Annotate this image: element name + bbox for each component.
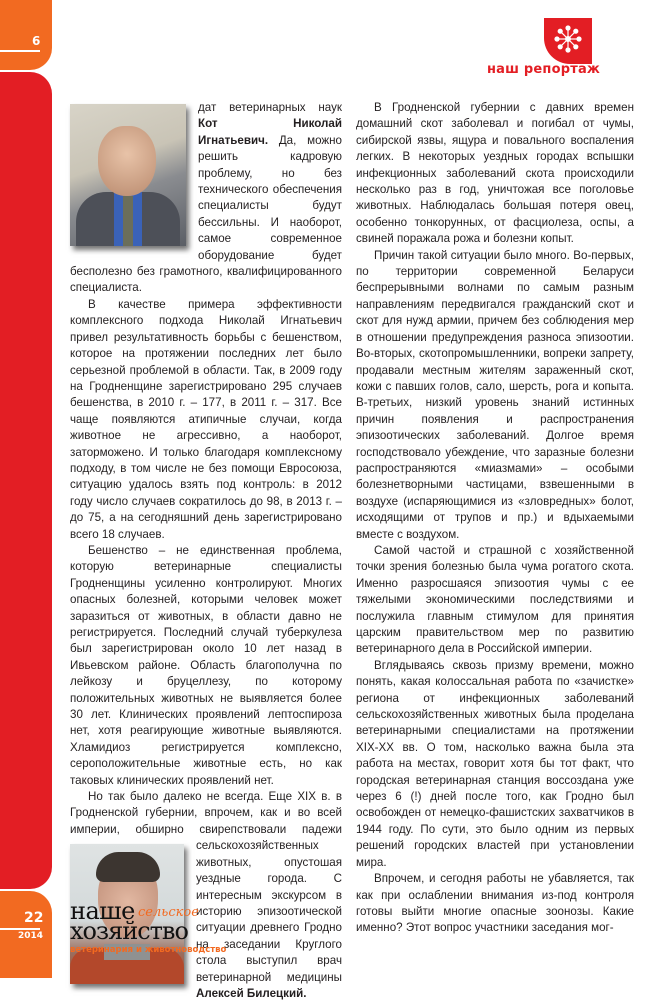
issue-year: 2014: [18, 931, 44, 941]
magazine-logo: [70, 897, 230, 960]
intro-paragraph: дат ветеринарных наук Кот Николай Игнатьевич. Да, можно решить кадровую проблему, но без технического обеспечения специалисты будут бессильны. И наоборот, самое современное оборудование будет бесполезно без грамотного, квалифицированного специалиста.: [70, 101, 342, 295]
paragraph: Вглядываясь сквозь призму времени, можно понять, какая колоссальная работа по «зачистке» региона от инфекционных заболеваний сельскохозяйственных животных была проделана ветеринарными специалистами на протяжении XIX-XX вв. О том, насколько важна была эта работа на местах, говорит хотя бы тот факт, что городская ветеринарная станция воссоздана уже через 6 (!) дней после того, как Гродно был освобожден от немецко-фашистских захватчиков в 1944 году. По сути, это было одним из первых решений городских властей при установлении мира.: [356, 658, 634, 869]
paragraph: Бешенство – не единственная проблема, которую ветеринарные специалисты Гродненщины усиленно контролируют. Многих опасных болезней, которыми человек может заразиться от животных, в области давно не регистрируется. Последний случай туберкулеза был зарегистрирован около 10 лет назад в Ивьевском районе. Область благополучна по лейкозу и бруцеллезу, по которому положительных животных не выявляется более 30 лет. Клинических проявлений лептоспироза нет, хотя реагирующие животные выявляются. Хламидиоз регистрируется комплексно, сероположительные животные есть, но как таковых клинических проявлений нет.: [70, 543, 342, 787]
rubric-label: наш репортаж: [487, 62, 601, 77]
sidebar-tab-red: [0, 72, 52, 889]
speaker-name: Алексей Билецкий.: [196, 986, 307, 1000]
logo-subtitle: ветеринария и животноводство: [70, 945, 227, 955]
sidebar-tab-bottom: [0, 891, 52, 978]
logo-line2: хозяйство: [70, 917, 188, 945]
article-column-right: [356, 100, 634, 937]
paragraph: Самой частой и страшной с хозяйственной точки зрения болезнью была чума рогатого скота. Именно разросшаяся эпизоотия чумы с ее тяжелыми экономическими последствиями и послужила главным стимулом для принятия царским правительством мер по развитию ветеринарного дела в Российской империи.: [356, 543, 634, 656]
divider: [0, 50, 40, 52]
logo-script: сельское: [138, 905, 199, 920]
issue-number: 22: [24, 910, 44, 926]
paragraph: Причин такой ситуации было много. Во-первых, по территории современной Беларуси беспрерывными волнами по самым разным направлениям передвигался гражданский скот и скот для нужд армии, причем без соблюдения мер в отношении предупреждения разноса эпизоотии. Во-вторых, скотопромышленники, вопреки запрету, продавали местным жителям зараженный скот, кожи с павших голов, сало, шерсть, рога и копыта. В-третьих, низкий уровень знаний истинных причин появления и распространения эпизоотических заболеваний. Долгое время господствовало убеждение, что заразные болезни распространяются «миазмами» – особыми болезнетворными частицами, взвешенными в воздухе (испаряющимися из «зловредных» болот, исходящими от трупов и пр.) и вдыхаемыми вместе с воздухом.: [356, 248, 634, 541]
speaker-photo-kot: [70, 104, 186, 246]
sidebar-tab-top: [0, 0, 52, 70]
divider: [0, 928, 40, 930]
logo-line1: наше: [70, 897, 135, 925]
paragraph: В Гродненской губернии с давних времен домашний скот заболевал и погибал от чумы, сибирской язвы, ящура и повального воспаления легких. В некоторых уездных городах вспышки инфекционных заболеваний скота происходили несколько раз в год, уничтожая все поголовье животных. Наблюдалась большая потеря овец, особенно тонкорунных, от фасциолеза, оспы, а свиней поражала рожа и болезни копыт.: [356, 101, 634, 246]
speaker-name: Кот Николай Игнатьевич.: [198, 117, 342, 147]
paragraph: Впрочем, и сегодня работы не убавляется, так как при ослаблении внимания из-под контроля готовы выйти многие опасные зоонозы. Какие именно? Этот вопрос участники заседания мог-: [356, 872, 634, 935]
section-page-ref: 6: [32, 34, 41, 48]
flower-dots-icon: [544, 18, 592, 64]
article-column-left: [70, 100, 342, 1002]
paragraph: В качестве примера эффективности комплексного подхода Николай Игнатьевич привел результативность борьбы с бешенством, которое на протяжении последних лет было серьезной проблемой в области. Так, в 2009 году на Гродненщине зарегистрировано 295 случаев бешенства, в 2010 г. – 177, в 2011 г. – 317. Все чаще появляются атипичные случаи, когда животное не агрессивно, а наоборот, заторможено. И только благодаря комплексному подходу, в том числе не без помощи Евросоюза, ситуацию удалось взять под контроль: в 2012 году число случаев сократилось до 98, в 2013 г. – до 75, а на сегодняшний день зарегистрировано всего 18 случаев.: [70, 297, 342, 541]
paragraph: Но так было далеко не всегда. Еще XIX в. в Гродненской губернии, впрочем, как и во всей империи, обширно свирепствовали падежи сельскохо зяйственных животных, опустошая уездные города. С интересным экскурсом в историю эпизоотической ситуации древнего Гродно на заседании Круглого стола выступил врач ветеринарной медицины Алексей Билецкий.: [70, 790, 342, 1000]
